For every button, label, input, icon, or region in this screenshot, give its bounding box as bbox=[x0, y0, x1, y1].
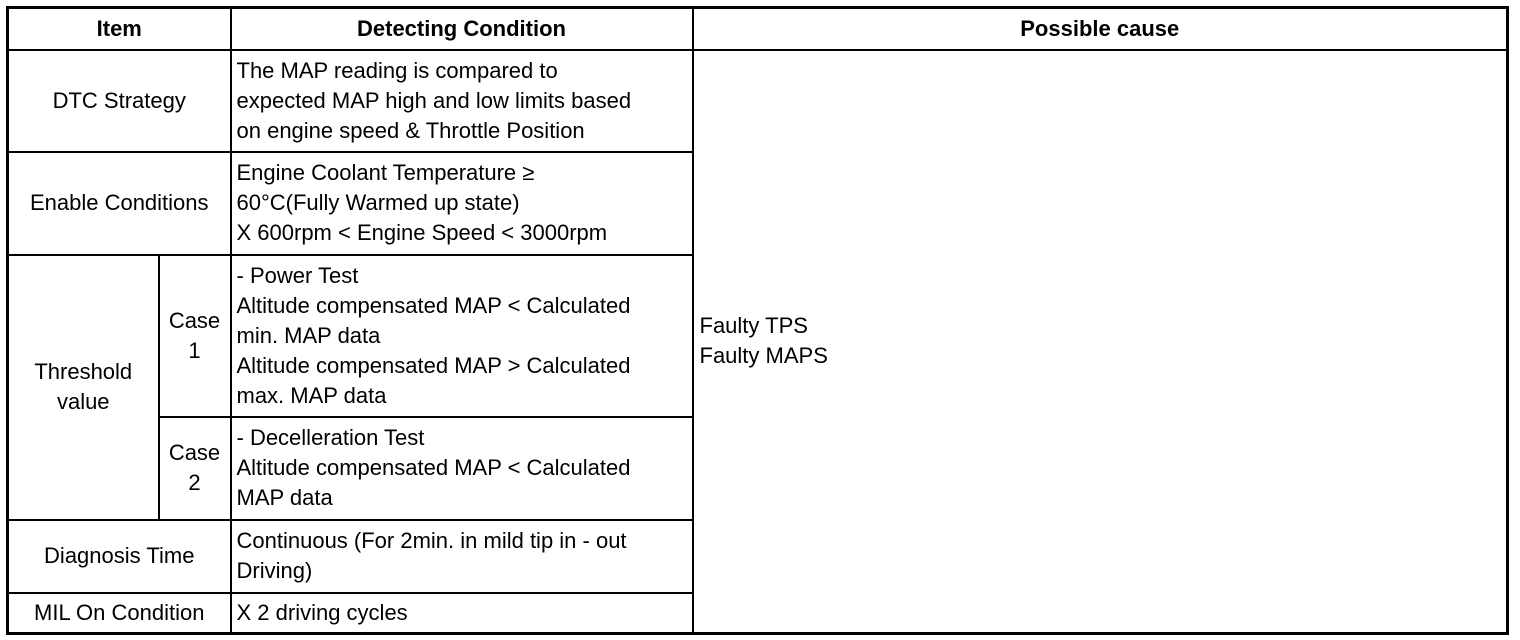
condition-line: - Power Test bbox=[236, 262, 359, 288]
condition-line: Altitude compensated MAP < Calculated bbox=[236, 455, 631, 480]
condition-line: on engine speed & Throttle Position bbox=[236, 117, 585, 143]
item-threshold-value bbox=[8, 255, 159, 520]
table-row-dtc-strategy bbox=[8, 50, 1508, 152]
condition-mil-on-condition bbox=[231, 593, 693, 634]
condition-line: Engine Coolant Temperature ≥ bbox=[236, 160, 535, 185]
condition-line: Altitude compensated MAP < Calculated bbox=[236, 292, 631, 318]
condition-diagnosis-time bbox=[231, 520, 693, 593]
case-label-line: Case bbox=[168, 307, 221, 333]
condition-line: - Decelleration Test bbox=[236, 425, 425, 450]
case-label-line: Case bbox=[168, 440, 221, 465]
possible-cause-cell bbox=[693, 50, 1508, 634]
item-diagnosis-time: Diagnosis Time bbox=[8, 520, 231, 593]
case-label-line: 1 bbox=[188, 337, 201, 363]
condition-line: 60°C(Fully Warmed up state) bbox=[236, 190, 520, 215]
possible-cause-faulty-tps: Faulty TPS bbox=[699, 313, 808, 339]
condition-line: X 600rpm < Engine Speed < 3000rpm bbox=[236, 220, 608, 245]
case-1-label bbox=[159, 255, 231, 417]
condition-enable-conditions bbox=[231, 152, 693, 255]
diagnostic-table bbox=[6, 6, 1509, 635]
condition-line: min. MAP data bbox=[236, 322, 381, 348]
item-enable-conditions: Enable Conditions bbox=[8, 152, 231, 255]
case-2-label bbox=[159, 417, 231, 520]
item-line: value bbox=[56, 389, 110, 414]
item-line: Threshold bbox=[34, 359, 133, 384]
condition-case-2 bbox=[231, 417, 693, 520]
condition-dtc-strategy bbox=[231, 50, 693, 152]
condition-line: max. MAP data bbox=[236, 382, 387, 408]
condition-line: Driving) bbox=[236, 558, 313, 583]
condition-line: X 2 driving cycles bbox=[236, 599, 408, 625]
condition-line: Continuous (For 2min. in mild tip in - out bbox=[236, 528, 627, 553]
header-row bbox=[8, 8, 1508, 50]
header-detecting-condition: Detecting Condition bbox=[231, 8, 693, 50]
possible-cause-faulty-maps: Faulty MAPS bbox=[699, 343, 828, 369]
condition-line: Altitude compensated MAP > Calculated bbox=[236, 352, 631, 378]
condition-line: expected MAP high and low limits based bbox=[236, 87, 632, 113]
case-label-line: 2 bbox=[188, 470, 201, 495]
item-mil-on-condition: MIL On Condition bbox=[8, 593, 231, 634]
item-dtc-strategy: DTC Strategy bbox=[8, 50, 231, 152]
header-possible-cause: Possible cause bbox=[693, 8, 1508, 50]
header-item: Item bbox=[8, 8, 231, 50]
condition-line: The MAP reading is compared to bbox=[236, 57, 558, 83]
condition-line: MAP data bbox=[236, 485, 333, 510]
condition-case-1 bbox=[231, 255, 693, 417]
